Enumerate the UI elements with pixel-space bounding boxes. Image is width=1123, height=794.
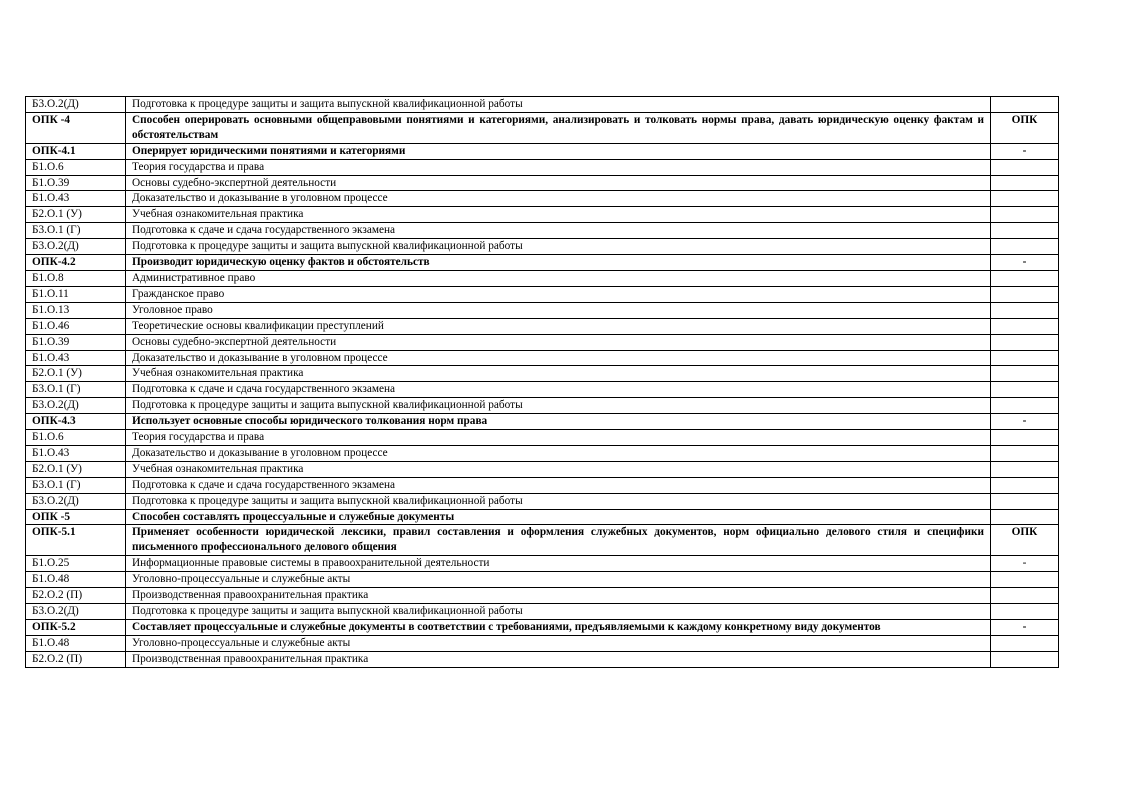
table-row — [26, 604, 1059, 620]
discipline-name-cell: Административное право — [126, 270, 991, 286]
table-row — [26, 207, 1059, 223]
document-page — [25, 96, 1058, 668]
competency-type-cell — [991, 318, 1059, 334]
discipline-code-cell: Б1.О.13 — [26, 302, 126, 318]
competency-type-cell — [991, 651, 1059, 667]
discipline-code-cell: ОПК-4.2 — [26, 255, 126, 271]
discipline-name-cell: Подготовка к процедуре защиты и защита выпускной квалификационной работы — [126, 97, 991, 113]
discipline-code-cell: Б1.О.43 — [26, 445, 126, 461]
discipline-code-cell: Б2.О.2 (П) — [26, 588, 126, 604]
discipline-code-cell: Б1.О.6 — [26, 430, 126, 446]
discipline-code-cell: Б3.О.2(Д) — [26, 97, 126, 113]
discipline-code-cell: Б3.О.2(Д) — [26, 239, 126, 255]
competency-type-cell — [991, 270, 1059, 286]
discipline-name-cell: Теоретические основы квалификации преступлений — [126, 318, 991, 334]
competency-type-cell — [991, 635, 1059, 651]
table-row — [26, 191, 1059, 207]
table-row — [26, 651, 1059, 667]
discipline-name-cell: Составляет процессуальные и служебные документы в соответствии с требованиями, предъявляемыми к каждому конкретному виду документов — [126, 619, 991, 635]
competency-type-cell: - — [991, 414, 1059, 430]
table-row — [26, 159, 1059, 175]
table-row — [26, 286, 1059, 302]
discipline-name-cell: Учебная ознакомительная практика — [126, 207, 991, 223]
competency-type-cell — [991, 286, 1059, 302]
discipline-code-cell: Б1.О.8 — [26, 270, 126, 286]
discipline-name-cell: Подготовка к процедуре защиты и защита выпускной квалификационной работы — [126, 398, 991, 414]
table-row — [26, 572, 1059, 588]
competency-type-cell — [991, 239, 1059, 255]
discipline-name-cell: Производственная правоохранительная практика — [126, 588, 991, 604]
discipline-name-cell: Уголовно-процессуальные и служебные акты — [126, 572, 991, 588]
table-row — [26, 366, 1059, 382]
discipline-name-cell: Основы судебно-экспертной деятельности — [126, 175, 991, 191]
table-row — [26, 430, 1059, 446]
table-row — [26, 318, 1059, 334]
table-row — [26, 255, 1059, 271]
discipline-code-cell: ОПК-4.3 — [26, 414, 126, 430]
competency-type-cell — [991, 461, 1059, 477]
discipline-code-cell: Б1.О.39 — [26, 334, 126, 350]
discipline-code-cell: Б1.О.43 — [26, 350, 126, 366]
discipline-code-cell: Б3.О.1 (Г) — [26, 382, 126, 398]
competency-type-cell — [991, 509, 1059, 525]
competency-matrix-table — [25, 96, 1059, 668]
table-row — [26, 477, 1059, 493]
competency-type-cell — [991, 175, 1059, 191]
discipline-name-cell: Доказательство и доказывание в уголовном процессе — [126, 445, 991, 461]
competency-type-cell: - — [991, 143, 1059, 159]
discipline-code-cell: Б3.О.2(Д) — [26, 398, 126, 414]
table-row — [26, 509, 1059, 525]
discipline-name-cell: Доказательство и доказывание в уголовном процессе — [126, 191, 991, 207]
discipline-name-cell: Доказательство и доказывание в уголовном процессе — [126, 350, 991, 366]
discipline-code-cell: Б1.О.48 — [26, 572, 126, 588]
competency-type-cell — [991, 366, 1059, 382]
discipline-name-cell: Оперирует юридическими понятиями и категориями — [126, 143, 991, 159]
discipline-name-cell: Использует основные способы юридического толкования норм права — [126, 414, 991, 430]
competency-type-cell: ОПК — [991, 525, 1059, 556]
discipline-name-cell: Теория государства и права — [126, 159, 991, 175]
discipline-code-cell: ОПК -4 — [26, 112, 126, 143]
discipline-code-cell: Б2.О.1 (У) — [26, 461, 126, 477]
competency-type-cell — [991, 302, 1059, 318]
competency-type-cell — [991, 588, 1059, 604]
discipline-code-cell: Б1.О.39 — [26, 175, 126, 191]
competency-matrix-body — [26, 97, 1059, 668]
discipline-name-cell: Информационные правовые системы в правоохранительной деятельности — [126, 556, 991, 572]
competency-type-cell — [991, 223, 1059, 239]
discipline-code-cell: Б1.О.43 — [26, 191, 126, 207]
discipline-name-cell: Уголовное право — [126, 302, 991, 318]
discipline-name-cell: Подготовка к процедуре защиты и защита выпускной квалификационной работы — [126, 239, 991, 255]
competency-type-cell — [991, 382, 1059, 398]
table-row — [26, 334, 1059, 350]
table-row — [26, 556, 1059, 572]
discipline-code-cell: Б1.О.46 — [26, 318, 126, 334]
discipline-name-cell: Подготовка к сдаче и сдача государственного экзамена — [126, 223, 991, 239]
discipline-code-cell: Б1.О.25 — [26, 556, 126, 572]
competency-type-cell: - — [991, 619, 1059, 635]
table-row — [26, 175, 1059, 191]
table-row — [26, 525, 1059, 556]
discipline-name-cell: Производит юридическую оценку фактов и обстоятельств — [126, 255, 991, 271]
discipline-code-cell: Б3.О.1 (Г) — [26, 477, 126, 493]
competency-type-cell — [991, 493, 1059, 509]
discipline-name-cell: Применяет особенности юридической лексики, правил составления и оформления служебных документов, норм официально делового стиля и специфики письменного профессионального делового общения — [126, 525, 991, 556]
discipline-code-cell: ОПК-5.1 — [26, 525, 126, 556]
competency-type-cell — [991, 398, 1059, 414]
table-row — [26, 112, 1059, 143]
competency-type-cell — [991, 97, 1059, 113]
discipline-code-cell: Б2.О.2 (П) — [26, 651, 126, 667]
table-row — [26, 350, 1059, 366]
discipline-code-cell: Б1.О.11 — [26, 286, 126, 302]
competency-type-cell — [991, 191, 1059, 207]
discipline-code-cell: Б3.О.2(Д) — [26, 493, 126, 509]
competency-type-cell: ОПК — [991, 112, 1059, 143]
discipline-code-cell: Б3.О.1 (Г) — [26, 223, 126, 239]
discipline-code-cell: Б3.О.2(Д) — [26, 604, 126, 620]
competency-type-cell — [991, 207, 1059, 223]
discipline-name-cell: Подготовка к процедуре защиты и защита выпускной квалификационной работы — [126, 604, 991, 620]
table-row — [26, 398, 1059, 414]
discipline-code-cell: ОПК-4.1 — [26, 143, 126, 159]
table-row — [26, 239, 1059, 255]
table-row — [26, 97, 1059, 113]
discipline-name-cell: Гражданское право — [126, 286, 991, 302]
competency-type-cell: - — [991, 255, 1059, 271]
table-row — [26, 414, 1059, 430]
competency-type-cell — [991, 445, 1059, 461]
table-row — [26, 461, 1059, 477]
discipline-name-cell: Теория государства и права — [126, 430, 991, 446]
discipline-name-cell: Способен оперировать основными общеправовыми понятиями и категориями, анализировать и толковать нормы права, давать юридическую оценку фактам и обстоятельствам — [126, 112, 991, 143]
discipline-name-cell: Учебная ознакомительная практика — [126, 461, 991, 477]
competency-type-cell — [991, 477, 1059, 493]
table-row — [26, 302, 1059, 318]
competency-type-cell: - — [991, 556, 1059, 572]
table-row — [26, 619, 1059, 635]
competency-type-cell — [991, 159, 1059, 175]
competency-type-cell — [991, 572, 1059, 588]
discipline-code-cell: Б2.О.1 (У) — [26, 366, 126, 382]
table-row — [26, 635, 1059, 651]
discipline-name-cell: Производственная правоохранительная практика — [126, 651, 991, 667]
discipline-code-cell: ОПК-5.2 — [26, 619, 126, 635]
discipline-code-cell: ОПК -5 — [26, 509, 126, 525]
discipline-code-cell: Б1.О.48 — [26, 635, 126, 651]
table-row — [26, 223, 1059, 239]
table-row — [26, 445, 1059, 461]
table-row — [26, 143, 1059, 159]
discipline-code-cell: Б1.О.6 — [26, 159, 126, 175]
discipline-code-cell: Б2.О.1 (У) — [26, 207, 126, 223]
discipline-name-cell: Основы судебно-экспертной деятельности — [126, 334, 991, 350]
discipline-name-cell: Уголовно-процессуальные и служебные акты — [126, 635, 991, 651]
discipline-name-cell: Подготовка к процедуре защиты и защита выпускной квалификационной работы — [126, 493, 991, 509]
competency-type-cell — [991, 430, 1059, 446]
table-row — [26, 270, 1059, 286]
discipline-name-cell: Способен составлять процессуальные и служебные документы — [126, 509, 991, 525]
table-row — [26, 382, 1059, 398]
competency-type-cell — [991, 350, 1059, 366]
competency-type-cell — [991, 604, 1059, 620]
discipline-name-cell: Учебная ознакомительная практика — [126, 366, 991, 382]
discipline-name-cell: Подготовка к сдаче и сдача государственного экзамена — [126, 382, 991, 398]
discipline-name-cell: Подготовка к сдаче и сдача государственного экзамена — [126, 477, 991, 493]
table-row — [26, 588, 1059, 604]
table-row — [26, 493, 1059, 509]
competency-type-cell — [991, 334, 1059, 350]
